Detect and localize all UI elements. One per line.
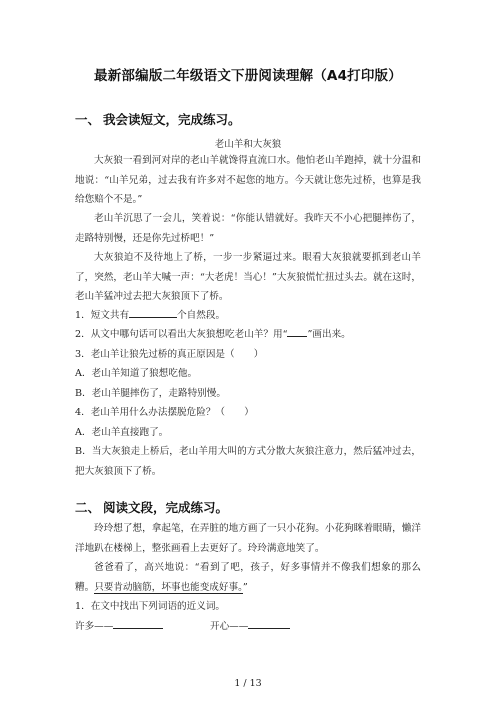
- underline-sample: [287, 325, 307, 337]
- option-1-3-a: A．老山羊知道了狼想吃他。: [75, 368, 198, 379]
- section-1-number: 一、: [75, 112, 101, 127]
- question-1-3: 3．老山羊让狼先过桥的真正原因是（ ）: [75, 349, 264, 360]
- answer-blank[interactable]: [129, 306, 177, 318]
- story-paragraph-2: 老山羊沉思了一会儿，笑着说：“你能认错就好。我昨天不小心把腿摔伤了，走路特别慢，还是你先过桥吧！”: [75, 213, 421, 244]
- underlined-sentence: 只要肯动脑筋，坏事也能变成好事。: [94, 581, 243, 593]
- section-2-number: 二、: [75, 500, 101, 515]
- story-paragraph-3: 大灰狼迫不及待地上了桥，一步一步紧逼过来。眼看大灰狼就要抓到老山羊了，突然，老山羊大喊一声：“大老虎！当心！”大灰狼慌忙扭过头去。就在这时，老山羊猛冲过去把大灰狼顶下了桥。: [75, 252, 421, 302]
- answer-blank[interactable]: [248, 617, 290, 629]
- answer-blank[interactable]: [113, 617, 163, 629]
- option-1-4-a: A．老山羊直接跑了。: [75, 427, 169, 438]
- passage-paragraph-2: 爸爸看了，高兴地说：“看到了吧，孩子，好多事情并不像我们想象的那么糟。只要肯动脑筋，坏事也能变成好事。”: [75, 562, 421, 593]
- question-1-1: 1．短文共有 个自然段。: [75, 306, 225, 326]
- question-1-2: 2．从文中哪句话可以看出大灰狼想吃老山羊？用“ ”画出来。: [75, 325, 351, 345]
- section-1-heading: [75, 110, 241, 128]
- section-1-heading-text: 我会读短文，完成练习。: [103, 112, 241, 127]
- passage-paragraph-1: 玲玲想了想，拿起笔，在弄脏的地方画了一只小花狗。小花狗眯着眼睛，懒洋洋地趴在楼梯上，整张画看上去更好了。玲玲满意地笑了。: [75, 523, 421, 554]
- question-1-4: 4．老山羊用什么办法摆脱危险？（ ）: [75, 407, 254, 418]
- synonym-item-2: 开心——: [210, 617, 290, 637]
- page-title: 最新部编版二年级语文下册阅读理解（A4打印版）: [94, 68, 402, 84]
- story-title: 老山羊和大灰狼: [214, 139, 282, 150]
- option-1-3-b: B．老山羊腿摔伤了，走路特别慢。: [75, 388, 226, 399]
- synonym-item-1: 许多——: [75, 617, 163, 637]
- story-paragraph-1: 大灰狼一看到河对岸的老山羊就馋得直流口水。他怕老山羊跑掉，就十分温和地说：“山羊兄弟，过去我有许多对不起您的地方。今天就让您先过桥，也算是我给您赔个不是。”: [75, 155, 421, 205]
- page-number: 1 / 13: [234, 678, 262, 689]
- question-2-1: 1．在文中找出下列词语的近义词。: [75, 601, 226, 612]
- section-2-heading: [75, 498, 228, 516]
- option-1-4-b: B．当大灰狼走上桥后，老山羊用大叫的方式分散大灰狼注意力，然后猛冲过去，把大灰狼顶下了桥。: [75, 446, 421, 477]
- section-2-heading-text: 阅读文段，完成练习。: [103, 500, 229, 515]
